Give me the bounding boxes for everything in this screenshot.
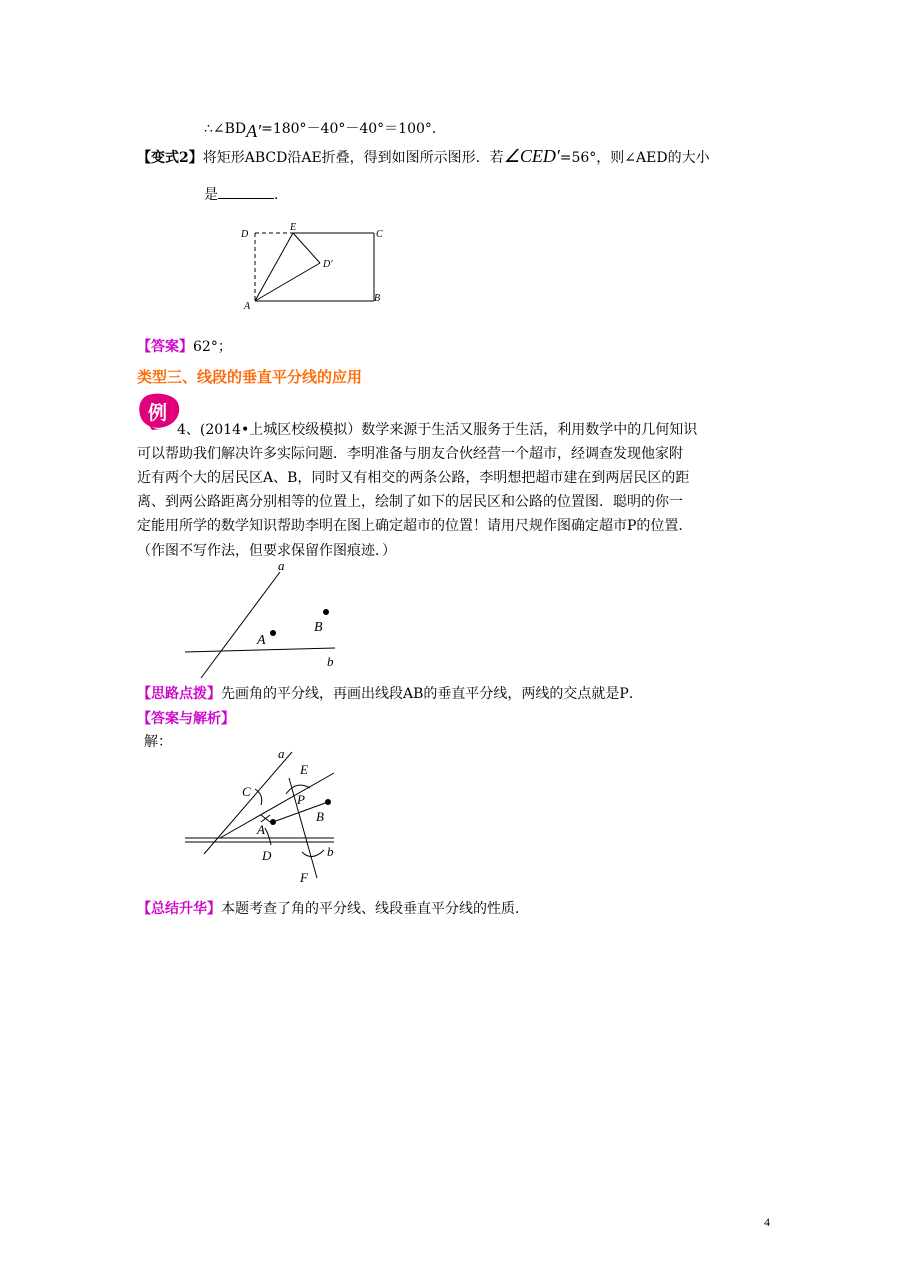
summary-tag: 【总结升华】 xyxy=(137,901,221,917)
fig3-point-a-dot xyxy=(270,819,276,825)
variant2-text1: 将矩形ABCD沿AE折叠，得到如图所示图形．若 xyxy=(202,150,504,166)
summary-text: 本题考查了角的平分线、线段垂直平分线的性质． xyxy=(221,901,529,917)
conclusion-prefix: ∴∠BD xyxy=(204,121,247,137)
fig1-label-d: D xyxy=(241,229,249,240)
variant2-line2 xyxy=(204,184,278,205)
answer-analysis-tag: 【答案与解析】 xyxy=(137,711,235,727)
roads-figure xyxy=(175,556,350,686)
fig1-label-dprime: D′ xyxy=(323,259,333,270)
example4-line5: 定能用所学的数学知识帮助李明在图上确定超市的位置！请用尺规作图确定超市P的位置． xyxy=(137,518,693,534)
variant2-angle: ∠CED′ xyxy=(503,146,560,166)
page-number: 4 xyxy=(764,1215,770,1229)
fig1-label-a: A xyxy=(244,301,251,312)
fig3-label-b-point: B xyxy=(316,809,324,824)
construction-figure xyxy=(182,742,352,887)
conclusion-rest: =180°－40°－40°＝100°． xyxy=(261,121,446,137)
hint-tag: 【思路点拨】 xyxy=(137,686,221,702)
fig2-label-b-point: B xyxy=(314,620,323,635)
variant2-line2-post: . xyxy=(274,187,279,203)
fig3-label-p: P xyxy=(297,792,305,807)
a-prime-symbol: A′ xyxy=(246,121,262,141)
section3-title: 类型三、线段的垂直平分线的应用 xyxy=(137,368,363,386)
fig3-label-d: D xyxy=(262,848,272,863)
variant2-line1 xyxy=(137,146,710,168)
fig3-label-e: E xyxy=(300,762,308,777)
answer1-value: 62°； xyxy=(193,339,232,355)
angle-conclusion-line xyxy=(204,117,446,139)
example4-line2: 可以帮助我们解决许多实际问题．李明准备与朋友合伙经营一个超市，经调查发现他家附 xyxy=(137,446,683,462)
variant2-line2-pre: 是 xyxy=(204,187,218,203)
hint-line xyxy=(137,684,643,704)
answer1-tag: 【答案】 xyxy=(137,339,193,355)
answer-blank xyxy=(218,184,274,199)
example-badge-text: 例 xyxy=(148,402,168,424)
example4-line4: 离、到两公路距离分别相等的位置上，绘制了如下的居民区和公路的位置图．聪明的你一 xyxy=(137,494,683,510)
example4-line6: （作图不写作法，但要求保留作图痕迹．） xyxy=(137,543,396,559)
fig3-label-f: F xyxy=(300,870,308,885)
example-badge-icon xyxy=(138,393,182,431)
answer1-line xyxy=(137,337,232,357)
solution-label: 解： xyxy=(144,734,172,750)
fig1-label-e: E xyxy=(290,222,297,233)
point-b-dot xyxy=(323,609,329,615)
fig3-label-a-point: A xyxy=(257,822,265,837)
variant2-text2: =56°，则∠AED的大小 xyxy=(559,150,710,166)
hint-text: 先画角的平分线，再画出线段AB的垂直平分线，两线的交点就是P． xyxy=(221,686,643,702)
fig1-label-b: B xyxy=(374,293,381,304)
summary-line xyxy=(137,899,529,919)
fig2-label-a-road: a xyxy=(278,558,285,573)
fig3-label-c: C xyxy=(242,784,251,799)
example4-line3: 近有两个大的居民区A、B，同时又有相交的两条公路，李明想把超市建在到两居民区的距 xyxy=(137,470,690,486)
fig2-label-a-point: A xyxy=(257,633,266,648)
fig1-label-c: C xyxy=(376,229,383,240)
example4-line1: 4、(2014•上城区校级模拟）数学来源于生活又服务于生活，利用数学中的几何知识 xyxy=(177,422,698,438)
fig3-label-a-road: a xyxy=(278,746,285,761)
folded-rectangle-figure xyxy=(236,220,386,312)
point-a-dot xyxy=(270,630,276,636)
fig3-label-b-road: b xyxy=(327,844,334,859)
fig2-label-b-road: b xyxy=(327,654,334,669)
fig3-point-b-dot xyxy=(325,799,331,805)
variant2-tag: 【变式2】 xyxy=(137,150,203,166)
